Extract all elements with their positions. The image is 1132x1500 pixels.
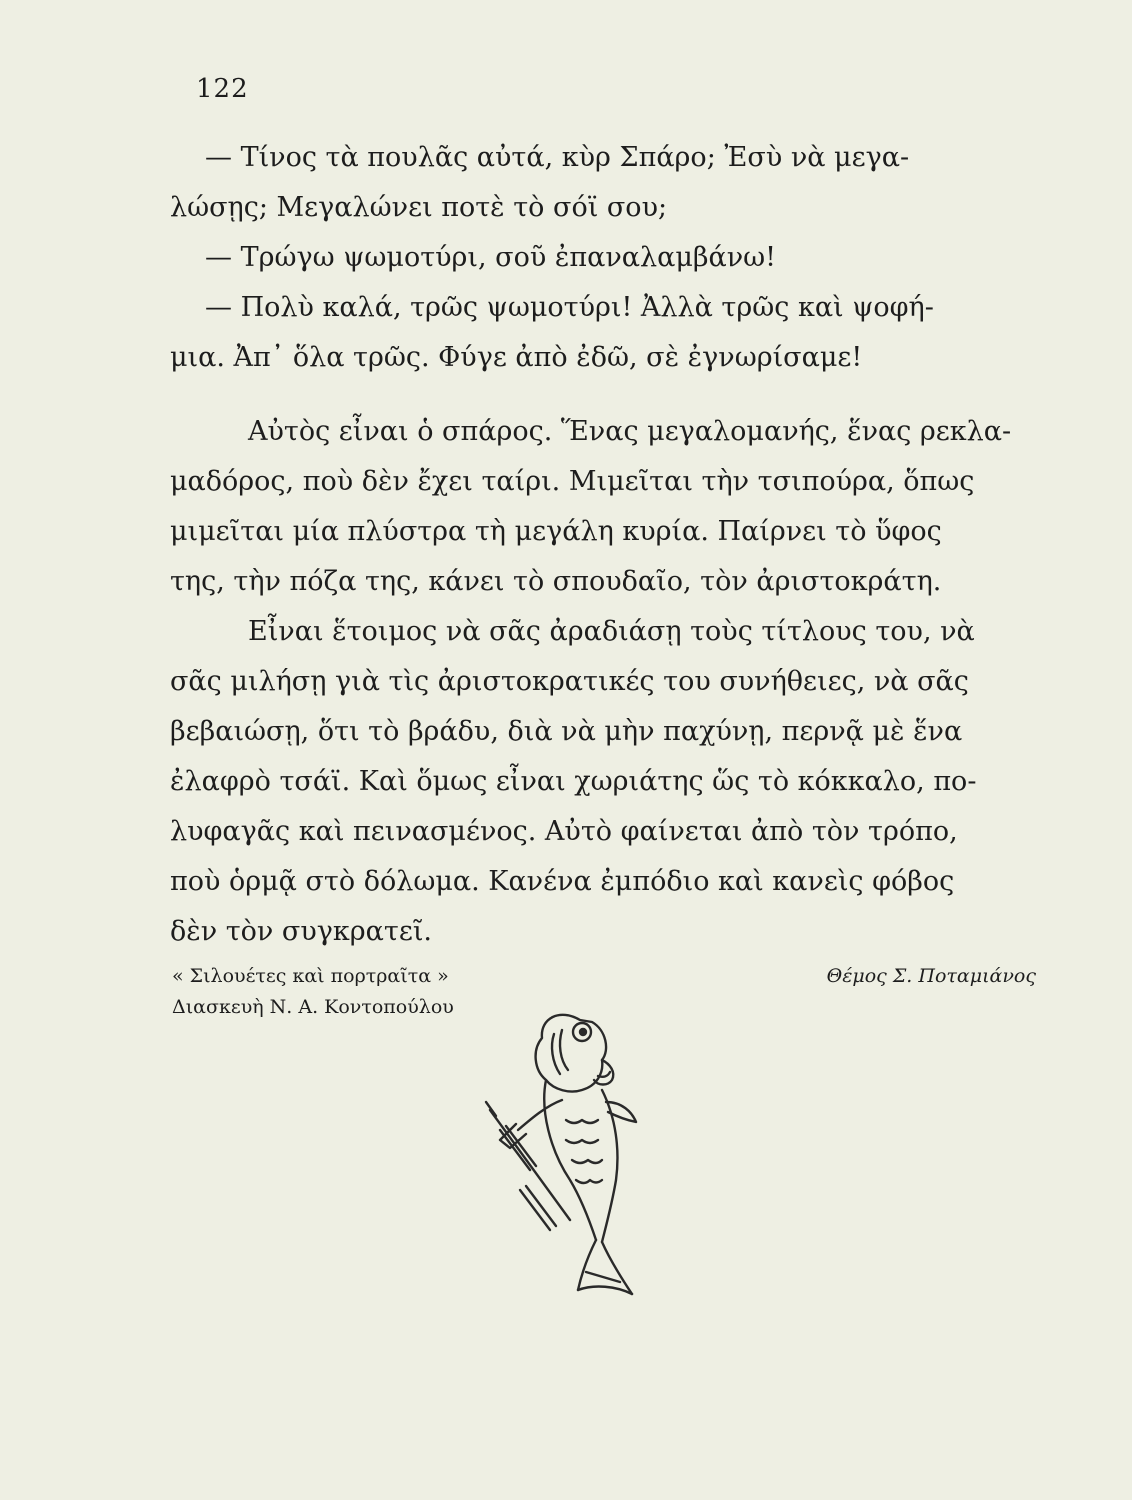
- text-line: λώσῃς; Μεγαλώνει ποτὲ τὸ σόϊ σου;: [170, 192, 668, 223]
- text-line: ποὺ ὁρμᾷ στὸ δόλωμα. Κανένα ἐμπόδιο καὶ κανεὶς φόβος: [170, 866, 955, 897]
- text-line: δὲν τὸν συγκρατεῖ.: [170, 916, 432, 947]
- page-number: 122: [196, 74, 249, 104]
- source-credit: « Σιλουέτες καὶ πορτραῖτα »: [172, 965, 449, 987]
- text-line: ἐλαφρὸ τσάϊ. Καὶ ὅμως εἶναι χωριάτης ὥς τὸ κόκκαλο, πο-: [170, 766, 977, 797]
- text-line: βεβαιώσῃ, ὅτι τὸ βράδυ, διὰ νὰ μὴν παχύνῃ, περνᾷ μὲ ἕνα: [170, 716, 963, 747]
- text-line: μαδόρος, ποὺ δὲν ἔχει ταίρι. Μιμεῖται τὴν τσιπούρα, ὅπως: [170, 466, 975, 497]
- text-line: σᾶς μιλήσῃ γιὰ τὶς ἀριστοκρατικές του συνήθειες, νὰ σᾶς: [170, 666, 969, 697]
- text-line: — Τρώγω ψωμοτύρι, σοῦ ἐπαναλαμβάνω!: [205, 242, 776, 273]
- fish-illustration: [470, 990, 680, 1310]
- text-line: Αὐτὸς εἶναι ὁ σπάρος. Ἕνας μεγαλομανής, ἕνας ρεκλα-: [248, 416, 1012, 447]
- text-line: Εἶναι ἕτοιμος νὰ σᾶς ἀραδιάσῃ τοὺς τίτλους του, νὰ: [248, 616, 975, 647]
- text-line: της, τὴν πόζα της, κάνει τὸ σπουδαῖο, τὸν ἀριστοκράτη.: [170, 566, 942, 597]
- text-line: μιμεῖται μία πλύστρα τὴ μεγάλη κυρία. Παίρνει τὸ ὕφος: [170, 516, 942, 547]
- author-credit: Θέμος Σ. Ποταμιάνος: [826, 965, 1036, 987]
- text-line: — Πολὺ καλά, τρῶς ψωμοτύρι! Ἀλλὰ τρῶς καὶ ψοφή-: [205, 292, 934, 323]
- adaptation-credit: Διασκευὴ Ν. Α. Κοντοπούλου: [172, 996, 454, 1018]
- text-line: — Τίνος τὰ πουλᾶς αὐτά, κὺρ Σπάρο; Ἐσὺ νὰ μεγα-: [205, 142, 910, 173]
- text-line: λυφαγᾶς καὶ πεινασμένος. Αὐτὸ φαίνεται ἀπὸ τὸν τρόπο,: [170, 816, 958, 847]
- text-line: μια. Ἀπ᾿ ὅλα τρῶς. Φύγε ἀπὸ ἐδῶ, σὲ ἐγνωρίσαμε!: [170, 342, 863, 373]
